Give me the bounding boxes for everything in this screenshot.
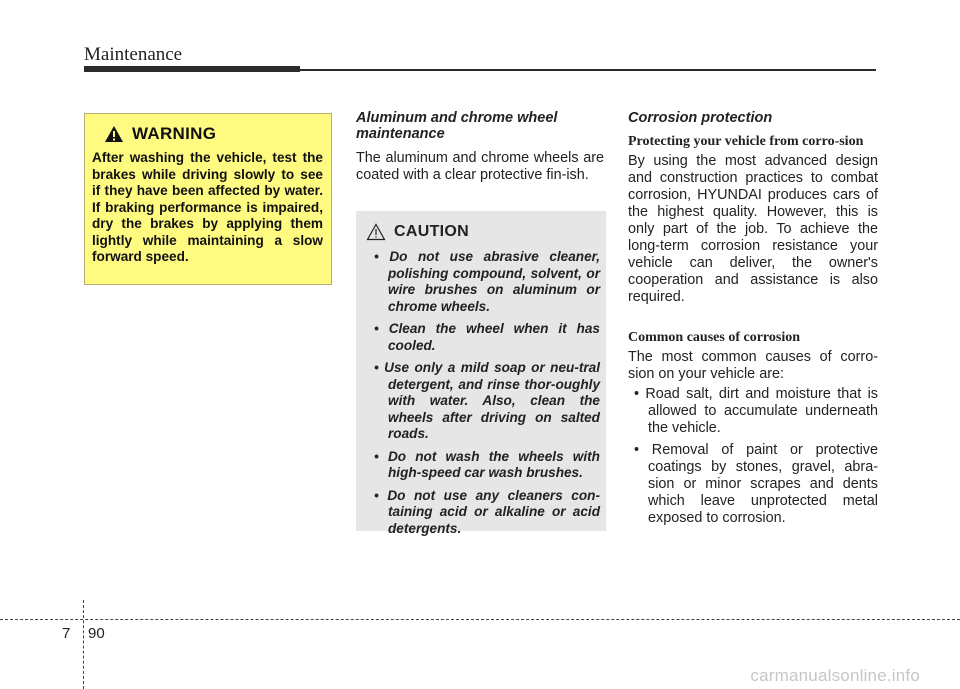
- caution-title: CAUTION: [394, 223, 469, 240]
- warning-header: [104, 124, 323, 144]
- watermark-text: carmanualsonline.info: [750, 666, 920, 685]
- warning-text: After washing the vehicle, test the brakes while driving slowly to see if they have been affected by water. If braking performance is impaired, dry the brakes by applying them lightly while maintaining a slow forward speed.: [92, 150, 323, 264]
- caution-item: • Do not use abrasive cleaner, polishing compound, solvent, or wire brushes on aluminum or chrome wheels.: [374, 249, 600, 314]
- warning-title: WARNING: [132, 124, 217, 143]
- list-item: • Road salt, dirt and moisture that is allowed to accumulate underneath the vehicle.: [634, 386, 878, 436]
- corrosion-body-causes: The most common causes of corro-sion on your vehicle are:: [628, 349, 878, 382]
- caution-item: • Clean the wheel when it has cooled.: [374, 321, 600, 353]
- chapter-number: 7: [62, 625, 71, 642]
- caution-header: [366, 223, 600, 241]
- caution-box: [356, 211, 606, 536]
- caution-triangle-icon: [366, 223, 386, 241]
- wheel-maintenance-body: The aluminum and chrome wheels are coated with a clear protective fin-ish.: [356, 150, 604, 183]
- corrosion-section: [628, 110, 878, 532]
- wheel-maintenance-heading: Aluminum and chrome wheel maintenance: [356, 110, 558, 142]
- corrosion-heading: Corrosion protection: [628, 110, 773, 126]
- caution-list: [366, 249, 600, 537]
- caution-item: • Use only a mild soap or neu-tral detergent, and rinse thor-oughly with water. Also, clean the wheels after driving on salted roads.: [374, 360, 601, 441]
- footer-divider: [83, 600, 84, 689]
- page-number: 90: [88, 625, 105, 642]
- corrosion-causes-list: [628, 386, 878, 527]
- header-rule-thick: [84, 66, 300, 72]
- caution-item: • Do not wash the wheels with high-speed car wash brushes.: [374, 448, 600, 480]
- footer-rule: [0, 619, 960, 620]
- page-section-title: Maintenance: [84, 44, 183, 65]
- list-item: • Removal of paint or protective coatings by stones, gravel, abra-sion or minor scrapes and dents which leave unprotected metal exposed to corrosion.: [634, 442, 878, 526]
- warning-box: [84, 113, 332, 285]
- wheel-maintenance-section: [356, 110, 604, 184]
- header-rule-thin: [300, 69, 876, 71]
- caution-item: • Do not use any cleaners con-taining acid or alkaline or acid detergents.: [374, 487, 600, 536]
- corrosion-subheading-protecting: Protecting your vehicle from corro-sion: [628, 134, 864, 149]
- corrosion-body-protecting: By using the most advanced design and construction practices to combat corrosion, HYUNDAI produces cars of the highest quality. However, this is only part of the job. To achieve the long-term corrosion resistance your vehicle can deliver, the owner's cooperation and assistance is also required.: [628, 153, 878, 305]
- corrosion-subheading-causes: Common causes of corrosion: [628, 330, 801, 345]
- warning-triangle-icon: [104, 125, 124, 143]
